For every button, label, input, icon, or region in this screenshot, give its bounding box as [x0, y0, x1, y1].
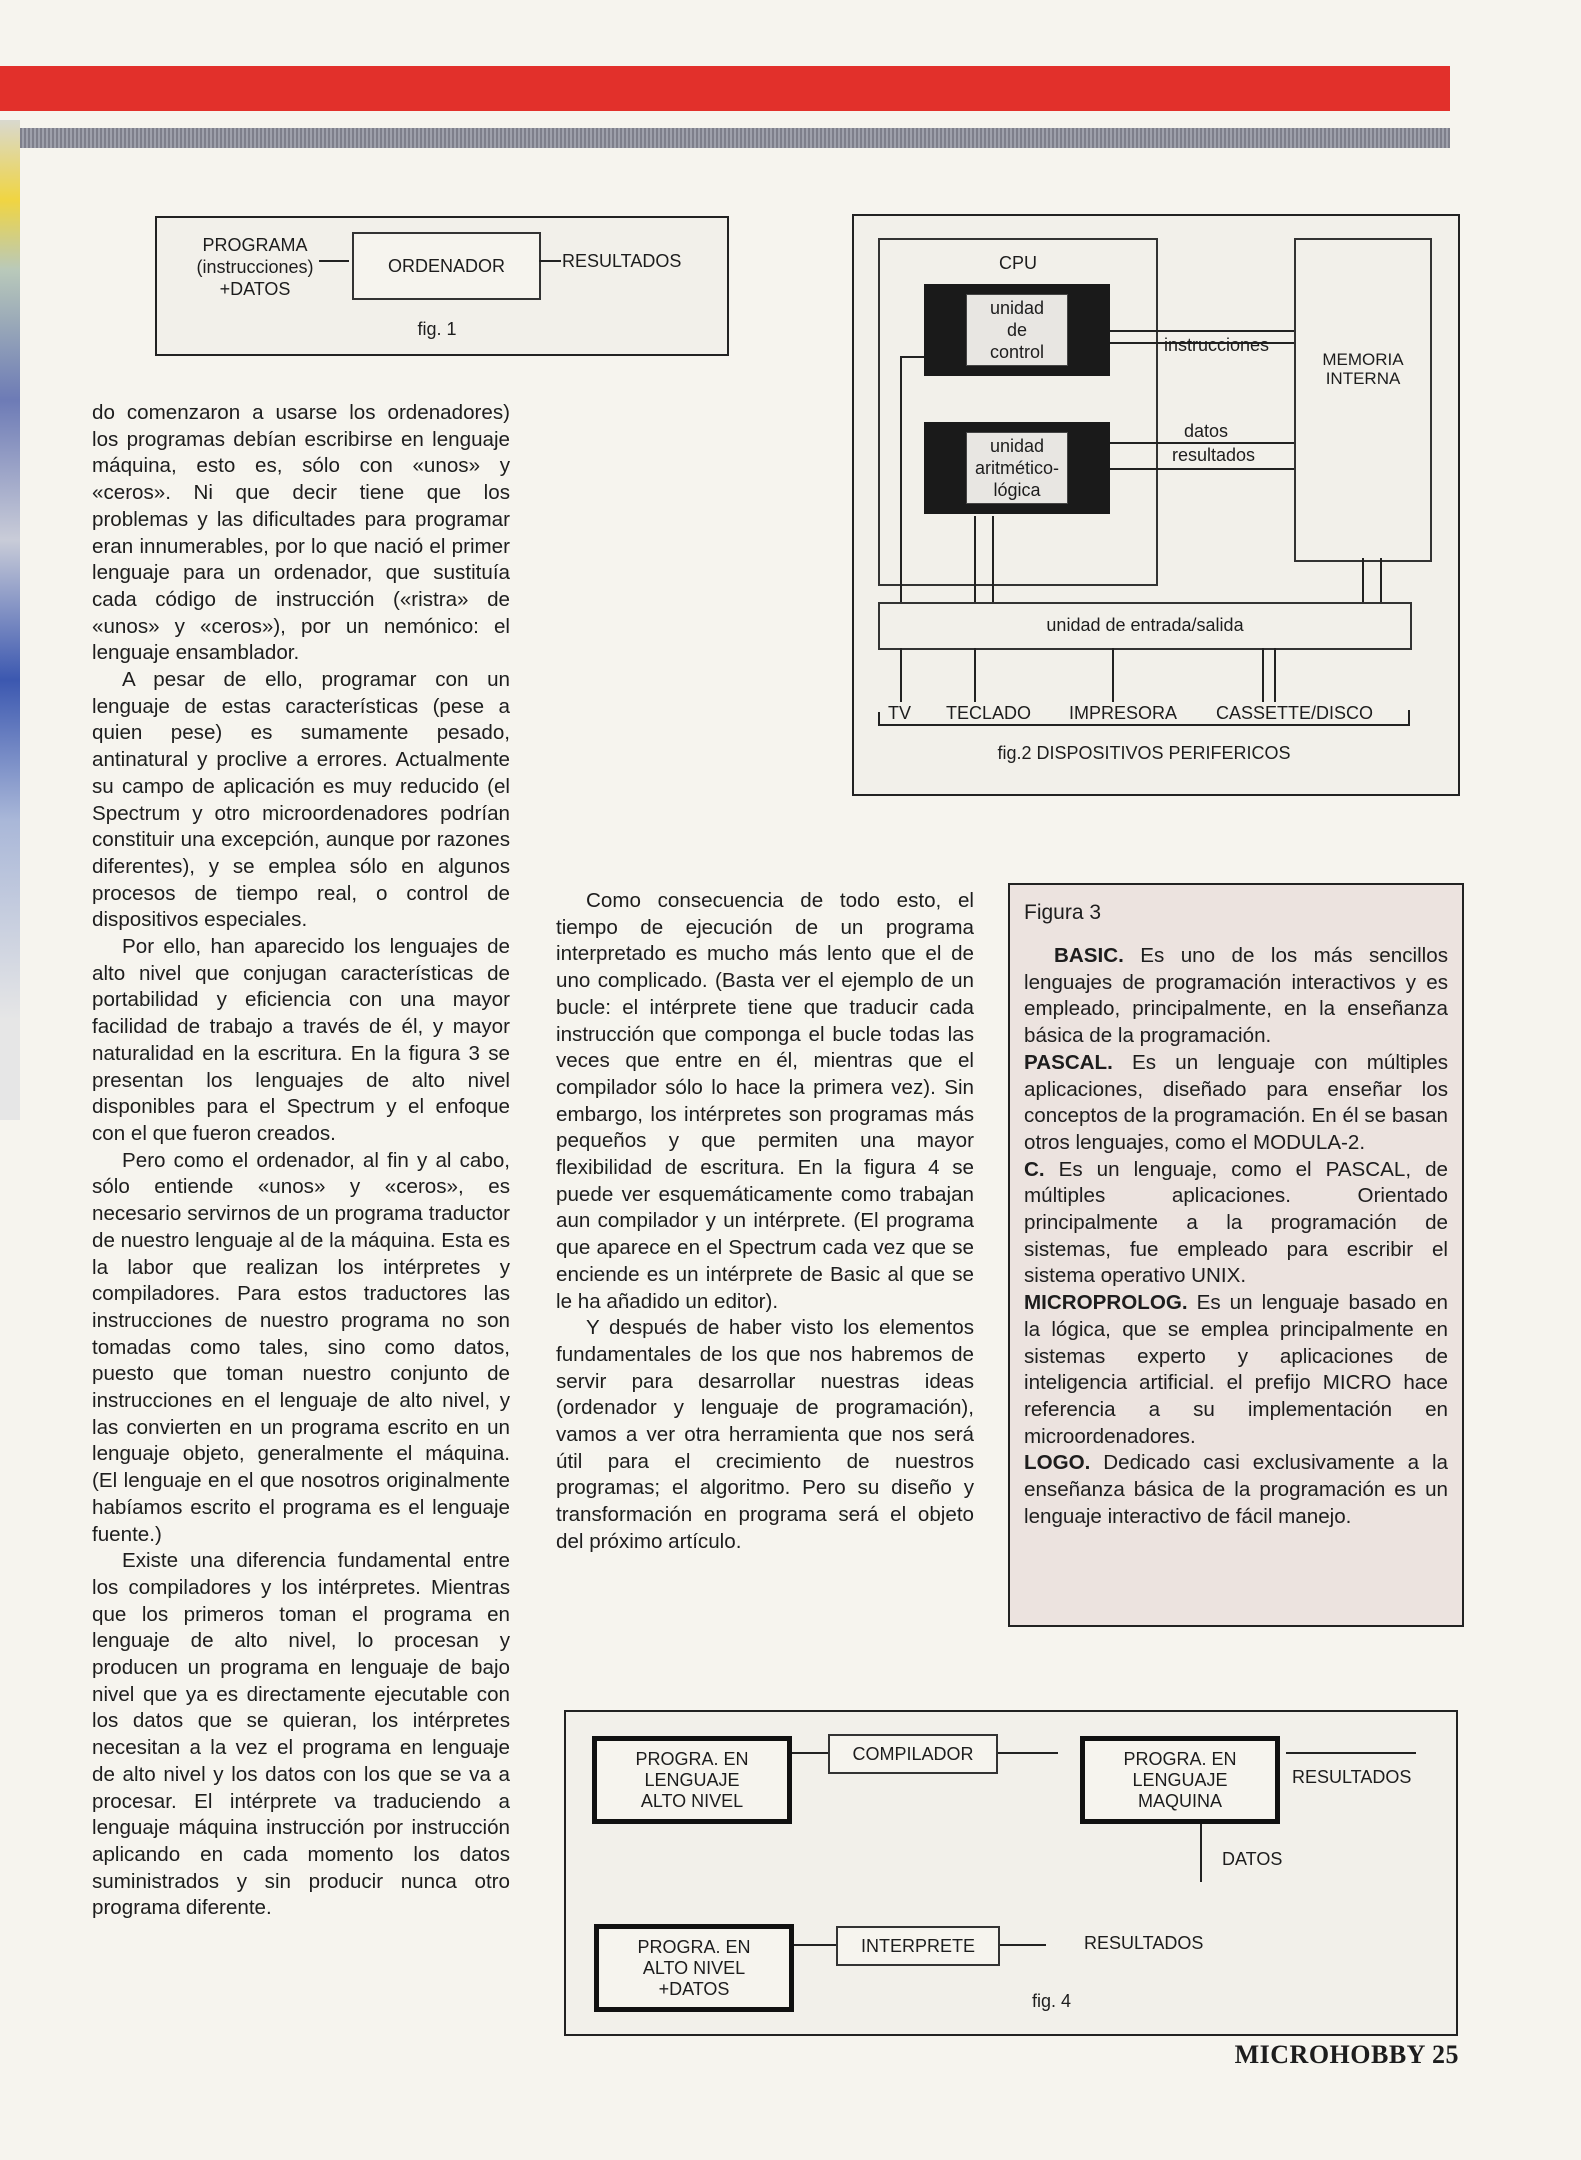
bus-line — [1110, 330, 1294, 332]
peripheral-base — [878, 724, 1410, 726]
paragraph: Pero como el ordenador, al fin y al cabo, sólo entiende «unos» y «ceros», es necesario servirnos de un programa traductor de nuestro lenguaje al de la máquina. Esta es la labor que realizan los intérpretes y compiladores. Para estos traductores las instrucciones de nuestro programa no son tomadas como tales, sino como datos, puesto que toman nuestro conjunto de instrucciones en el lenguaje de alto nivel, y las convierten en un programa escrito en un lenguaje objeto, generalmente el máquina. (El lenguaje en el que nosotros originalmente habíamos escrito el programa es el lenguaje fuente.) — [92, 1148, 510, 1546]
language-name: BASIC. — [1054, 944, 1124, 967]
impresora-label: IMPRESORA — [1069, 703, 1178, 723]
peripheral-line — [1262, 648, 1264, 702]
alu-line: aritmético- — [974, 458, 1059, 478]
teclado-label: TECLADO — [946, 703, 1032, 723]
fig3-entry-c — [1024, 1157, 1448, 1291]
fig4-connector — [794, 1944, 836, 1946]
language-name: MICROPROLOG. — [1024, 1291, 1188, 1315]
box-line: +DATOS — [658, 1978, 730, 1999]
bus-line — [900, 356, 902, 602]
bus-line — [1380, 558, 1382, 602]
peripheral-line — [900, 648, 902, 702]
language-description: Es un lenguaje basado en la lógica, que se emplea principalmente en sistemas experto y aplicaciones de inteligencia artificial. el prefijo MICRO hace referencia a su implementación en microordenadores. — [1024, 1291, 1448, 1448]
fig4-compilador-box: COMPILADOR — [828, 1734, 998, 1774]
fig1-input-line: +DATOS — [219, 279, 291, 299]
alu-label — [966, 432, 1068, 504]
fig4-resultados-1: RESULTADOS — [1292, 1767, 1412, 1787]
fig3-title: Figura 3 — [1024, 901, 1102, 924]
page-footer — [1235, 2040, 1459, 2070]
language-name: C. — [1024, 1157, 1045, 1181]
box-line: MAQUINA — [1137, 1790, 1222, 1811]
fig4-interprete-box: INTERPRETE — [836, 1926, 1000, 1966]
io-unit-label: unidad de entrada/salida — [1046, 615, 1244, 635]
language-description: Dedicado casi exclusivamente a la enseñanza básica de la programación es un lenguaje interactivo de fácil manejo. — [1024, 1451, 1448, 1528]
fig4-datos-label: DATOS — [1222, 1849, 1283, 1869]
alu-line: unidad — [989, 436, 1045, 456]
language-description: Es un lenguaje con múltiples aplicaciones, diseñado para enseñar los conceptos de la programación. En él se basan otros lenguajes, como el MODULA-2. — [1024, 1050, 1448, 1154]
bus-line — [900, 356, 924, 358]
language-name: PASCAL. — [1024, 1050, 1113, 1074]
figure-2 — [852, 214, 1460, 796]
memory-line: MEMORIA — [1322, 350, 1404, 369]
control-unit-block — [924, 284, 1110, 376]
figure-3 — [1008, 883, 1464, 1627]
memory-label — [1294, 350, 1432, 388]
paragraph: A pesar de ello, programar con un lenguaje de estas características (pese a quien pese) es sumamente pesado, antinatural y proclive a errores. Actualmente su campo de aplicación es muy reducido (el Spectrum y otro microordenadores podrían constituir una excepción, aunque por razones diferentes), y se emplea sólo en algunos procesos de tiempo real, o control de dispositivos especiales. — [92, 668, 510, 932]
language-description: Es un lenguaje, como el PASCAL, de múltiples aplicaciones. Orientado principalmente a la programación de sistemas, fue empleado para escribir el sistema operativo UNIX. — [1024, 1157, 1448, 1288]
cassette-label: CASSETTE/DISCO — [1216, 703, 1374, 723]
tv-label: TV — [888, 703, 912, 723]
control-line: control — [989, 342, 1045, 362]
figure-1 — [155, 216, 729, 356]
bus-line — [1110, 468, 1294, 470]
box-line: PROGRA. EN — [1123, 1748, 1237, 1769]
figure-4 — [564, 1710, 1458, 2036]
fig4-interpreted-program-box — [594, 1924, 794, 2012]
fig1-output-label: RESULTADOS — [562, 251, 682, 271]
left-edge-photo-strip — [0, 120, 20, 1120]
paragraph: Como consecuencia de todo esto, el tiempo de ejecución de un programa interpretado es mucho más lento que el de uno complicado. (Basta ver el ejemplo de un bucle: el intérprete tiene que traducir cada instrucción que componga el bucle todas las veces que entre en él, mientras que el compilador sólo lo hace la primera vez). Sin embargo, los intérpretes son programas más pequeños y que permiten una mayor flexibilidad de escritura. En la figura 4 se puede ver esquemáticamente como trabajan aun compilador y un intérprete. (El programa que aparece en el Spectrum cada vez que se enciende es un intérprete de Basic al que se le ha añadido un editor). — [556, 889, 974, 1313]
box-line: PROGRA. EN — [637, 1936, 751, 1957]
alu-line: lógica — [993, 480, 1041, 500]
paragraph: Por ello, han aparecido los lenguajes de alto nivel que conjugan características de portabilidad y eficiencia con una mayor facilidad de trabajo a través de él, y mayor naturalidad en la escritura. En la figura 3 se presentan los lenguajes de alto nivel disponibles para el Spectrum y el enfoque con el que fueron creados. — [92, 935, 510, 1145]
box-line: LENGUAJE — [644, 1769, 740, 1790]
control-line: de — [1006, 320, 1028, 340]
magazine-name: MICROHOBBY — [1234, 2040, 1425, 2069]
fig1-caption: fig. 1 — [417, 319, 457, 339]
box-line: ALTO NIVEL — [642, 1957, 746, 1978]
fig4-source-program-box — [592, 1736, 792, 1824]
bus-line — [1362, 558, 1364, 602]
memory-line: INTERNA — [1325, 369, 1401, 388]
fig2-caption: fig.2 DISPOSITIVOS PERIFERICOS — [997, 743, 1291, 763]
fig4-connector — [1286, 1752, 1416, 1754]
peripheral-base — [1408, 710, 1410, 726]
fig1-ordenador-box: ORDENADOR — [352, 232, 541, 300]
fig1-input-line: (instrucciones) — [196, 257, 314, 277]
header-striped-bar — [0, 128, 1450, 148]
fig4-connector — [1000, 1944, 1046, 1946]
bus-line — [974, 516, 976, 602]
alu-block — [924, 422, 1110, 514]
fig4-connector — [792, 1752, 828, 1754]
fig1-connector — [539, 260, 561, 262]
fig3-entries — [1024, 943, 1448, 1530]
memory-block — [1294, 238, 1432, 562]
fig3-entry-pascal — [1024, 1050, 1448, 1157]
box-line: ALTO NIVEL — [640, 1790, 744, 1811]
column-2 — [556, 888, 974, 1556]
paragraph: Y después de haber visto los elementos fundamentales de los que nos habremos de servir para desarrollar nuestras ideas (ordenador y lenguaje de programación), vamos a ver otra herramienta que nos será útil para el crecimiento de nuestros programas; el algoritmo. Pero su diseño y transformación en programa será el objeto del próximo artículo. — [556, 1316, 974, 1553]
fig4-machine-program-box — [1080, 1736, 1280, 1824]
datos-label: datos — [1184, 421, 1229, 441]
instrucciones-label: instrucciones — [1164, 335, 1270, 355]
paragraph: Existe una diferencia fundamental entre los compiladores y los intérpretes. Mientras que los primeros toman el programa en lenguaje de alto nivel, lo procesan y producen un programa en lenguaje de bajo nivel que ya es directamente ejecutable con los datos que se quieran, los intérpretes necesitan a la vez el programa en lenguaje de alto nivel y los datos con los que se va a procesar. El intérprete va traduciendo a lenguaje máquina instrucción por instrucción aplicando en cada momento los datos suministrados y sin producir nunca otro programa diferente. — [92, 1549, 510, 1920]
language-description: Es uno de los más sencillos lenguajes de programación interactivos y es empleado, principalmente, en la enseñanza básica de la programación. — [1024, 944, 1448, 1048]
peripheral-line — [1112, 648, 1114, 702]
box-line: LENGUAJE — [1132, 1769, 1228, 1790]
column-1 — [92, 400, 510, 1922]
language-name: LOGO. — [1024, 1451, 1091, 1475]
page-number: 25 — [1432, 2040, 1459, 2069]
control-unit-label — [966, 294, 1068, 366]
fig4-resultados-2: RESULTADOS — [1084, 1933, 1204, 1953]
box-line: PROGRA. EN — [635, 1748, 749, 1769]
fig1-connector — [319, 260, 349, 262]
fig4-caption: fig. 4 — [1032, 1991, 1072, 2011]
fig1-input-label — [175, 234, 335, 300]
resultados-label: resultados — [1172, 445, 1256, 465]
fig3-entry-microprolog — [1024, 1290, 1448, 1450]
cpu-label: CPU — [998, 253, 1037, 273]
peripheral-line — [974, 648, 976, 702]
bus-line — [992, 516, 994, 602]
fig4-connector — [998, 1752, 1058, 1754]
fig4-datos-line — [1200, 1824, 1202, 1882]
peripheral-line — [1274, 648, 1276, 702]
paragraph: do comenzaron a usarse los ordenadores) los programas debían escribirse en lenguaje máquina, esto es, sólo con «unos» y «ceros». Ni que decir tiene que los problemas y las dificultades para programar eran innumerables, por lo que nació el primer lenguaje para un ordenador, que sustituía cada código de instrucción («ristra» de «unos» y «ceros»), por un nemónico: el lenguaje ensamblador. — [92, 401, 510, 665]
control-line: unidad — [989, 298, 1045, 318]
fig3-entry-logo — [1024, 1450, 1448, 1530]
fig3-entry-basic — [1024, 943, 1448, 1050]
header-red-bar — [0, 66, 1450, 111]
fig1-input-line: PROGRAMA — [202, 235, 308, 255]
